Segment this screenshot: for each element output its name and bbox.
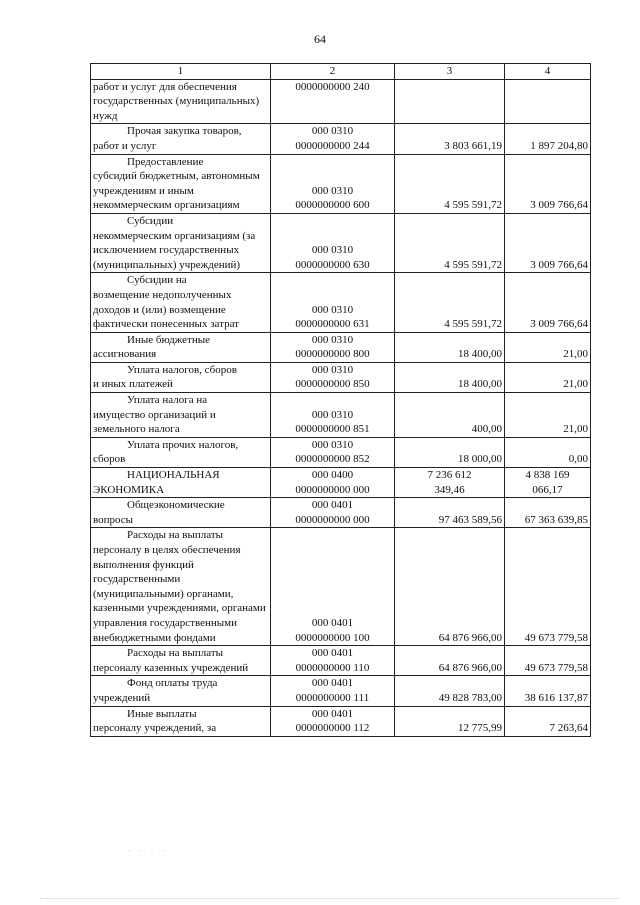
row-value-col4: 1 897 204,80	[505, 124, 591, 154]
row-description-text: некоммерческим организациям (за исключением государственных (муниципальных) учреждений)	[93, 229, 256, 271]
row-description-text: вопросы	[93, 513, 134, 526]
row-description	[91, 528, 271, 646]
budget-table	[90, 63, 591, 737]
row-description-text: персоналу учреждений, за	[93, 722, 217, 735]
table-row	[91, 213, 591, 272]
row-value-col4: 21,00	[505, 332, 591, 362]
row-description-text: персоналу в целях обеспечения выполнения функций государственными (муниципальными) органами, казенными учреждениями, органами управления государственными внебюджетными фондами	[93, 544, 266, 644]
row-description-lead: Уплата налога на	[127, 394, 208, 407]
row-description	[91, 273, 271, 332]
row-description-text: сборов	[93, 453, 126, 466]
row-code: 000 0401 0000000000 110	[271, 646, 395, 676]
row-description-lead: Расходы на выплаты	[127, 647, 224, 660]
row-value-col4: 3 009 766,64	[505, 154, 591, 213]
row-description-text: имущество организаций и земельного налога	[93, 408, 216, 436]
row-description-lead: Иные выплаты	[127, 707, 197, 720]
table-row	[91, 393, 591, 438]
row-description-lead: Уплата прочих налогов,	[127, 438, 239, 451]
row-value-col3: 97 463 589,56	[395, 498, 505, 528]
row-value-col4	[505, 79, 591, 124]
row-description-lead: Общеэкономические	[127, 499, 225, 512]
row-description	[91, 332, 271, 362]
row-description	[91, 79, 271, 124]
row-description-text: субсидий бюджетным, автономным учреждениям и иным некоммерческим организациям	[93, 170, 260, 212]
table-row	[91, 468, 591, 498]
row-value-col3: 4 595 591,72	[395, 154, 505, 213]
row-value-col3: 64 876 966,00	[395, 528, 505, 646]
row-description	[91, 468, 271, 498]
table-row	[91, 79, 591, 124]
table-row	[91, 706, 591, 736]
table-row	[91, 124, 591, 154]
row-value-col3: 18 400,00	[395, 362, 505, 392]
row-code: 000 0310 0000000000 800	[271, 332, 395, 362]
table-row	[91, 528, 591, 646]
row-description-text: персоналу казенных учреждений	[93, 661, 249, 674]
row-value-col3: 400,00	[395, 393, 505, 438]
column-header: 2	[271, 64, 395, 80]
row-description	[91, 706, 271, 736]
row-description	[91, 437, 271, 467]
table-row	[91, 154, 591, 213]
row-description-text: возмещение недополученных доходов и (или) возмещение фактически понесенных затрат	[93, 288, 239, 331]
table-row	[91, 273, 591, 332]
table-row	[91, 362, 591, 392]
row-code: 000 0401 0000000000 112	[271, 706, 395, 736]
row-description-text: работ и услуг	[93, 139, 157, 152]
row-description-lead: Иные бюджетные	[127, 333, 211, 346]
column-header: 4	[505, 64, 591, 80]
row-description-lead: Субсидии	[127, 214, 174, 227]
row-description-text: и иных платежей	[93, 378, 173, 391]
row-code: 000 0310 0000000000 851	[271, 393, 395, 438]
row-code: 0000000000 240	[271, 79, 395, 124]
row-description	[91, 676, 271, 706]
row-code: 000 0400 0000000000 000	[271, 468, 395, 498]
row-value-col4: 4 838 169 066,17	[505, 468, 591, 498]
row-value-col3: 4 595 591,72	[395, 273, 505, 332]
row-description-lead: Прочая закупка товаров,	[127, 125, 242, 138]
row-value-col4: 21,00	[505, 362, 591, 392]
row-value-col3: 7 236 612 349,46	[395, 468, 505, 498]
column-header: 1	[91, 64, 271, 80]
row-value-col4: 67 363 639,85	[505, 498, 591, 528]
row-value-col3	[395, 79, 505, 124]
row-description-lead: Уплата налогов, сборов	[127, 363, 237, 376]
row-code: 000 0310 0000000000 600	[271, 154, 395, 213]
row-value-col4: 3 009 766,64	[505, 273, 591, 332]
row-description-lead: Расходы на выплаты	[127, 529, 224, 542]
row-description-lead: НАЦИОНАЛЬНАЯ	[127, 469, 220, 482]
row-value-col3: 3 803 661,19	[395, 124, 505, 154]
row-description-text: ассигнования	[93, 348, 157, 361]
page-edge-divider	[40, 898, 620, 899]
row-description-lead: Субсидии на	[127, 274, 187, 287]
row-code: 000 0310 0000000000 630	[271, 213, 395, 272]
table-header-row	[91, 64, 591, 80]
row-value-col4: 49 673 779,58	[505, 528, 591, 646]
row-description	[91, 498, 271, 528]
row-description-lead: Фонд оплаты труда	[127, 677, 218, 690]
scan-artifact: · · · ·	[128, 846, 168, 856]
row-description	[91, 213, 271, 272]
page-number: 64	[314, 32, 326, 46]
column-header: 3	[395, 64, 505, 80]
row-value-col3: 12 775,99	[395, 706, 505, 736]
row-value-col3: 64 876 966,00	[395, 646, 505, 676]
table-row	[91, 332, 591, 362]
row-description-text: ЭКОНОМИКА	[93, 483, 165, 496]
row-code: 000 0310 0000000000 850	[271, 362, 395, 392]
row-value-col3: 18 000,00	[395, 437, 505, 467]
row-description	[91, 154, 271, 213]
row-code: 000 0401 0000000000 000	[271, 498, 395, 528]
row-code: 000 0310 0000000000 244	[271, 124, 395, 154]
row-description	[91, 362, 271, 392]
row-value-col4: 21,00	[505, 393, 591, 438]
row-code: 000 0310 0000000000 631	[271, 273, 395, 332]
row-value-col4: 0,00	[505, 437, 591, 467]
row-code: 000 0401 0000000000 100	[271, 528, 395, 646]
row-code: 000 0310 0000000000 852	[271, 437, 395, 467]
table-row	[91, 437, 591, 467]
row-value-col3: 49 828 783,00	[395, 676, 505, 706]
row-description-text: учреждений	[93, 691, 151, 704]
row-description	[91, 393, 271, 438]
row-code: 000 0401 0000000000 111	[271, 676, 395, 706]
table-row	[91, 498, 591, 528]
row-value-col3: 18 400,00	[395, 332, 505, 362]
row-value-col3: 4 595 591,72	[395, 213, 505, 272]
row-description	[91, 124, 271, 154]
row-value-col4: 49 673 779,58	[505, 646, 591, 676]
row-value-col4: 38 616 137,87	[505, 676, 591, 706]
row-description	[91, 646, 271, 676]
row-value-col4: 3 009 766,64	[505, 213, 591, 272]
row-description-lead: Предоставление	[127, 155, 204, 168]
table-row	[91, 646, 591, 676]
table-row	[91, 676, 591, 706]
row-description-text: работ и услуг для обеспечения государственных (муниципальных) нужд	[93, 80, 260, 122]
row-value-col4: 7 263,64	[505, 706, 591, 736]
